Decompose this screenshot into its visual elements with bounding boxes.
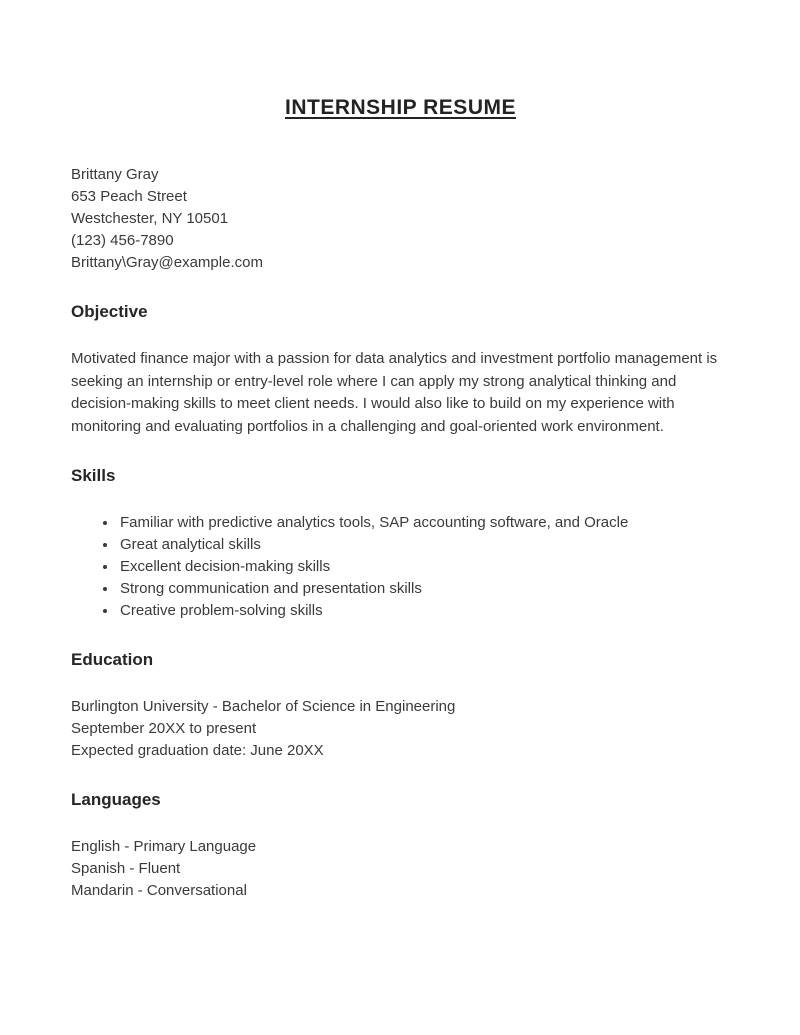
education-block — [71, 696, 730, 762]
objective-heading: Objective — [71, 302, 148, 321]
skill-item: • Great analytical skills — [118, 534, 730, 556]
objective-paragraph: Motivated finance major with a passion for data analytics and investment portfolio management is seeking an internship or entry-level role where I can apply my strong analytical thinking and decision-making skills to meet client needs. I would also like to build on my experience with monitoring and evaluating portfolios in a challenging and goal-oriented work environment. — [71, 350, 718, 435]
contact-block — [71, 164, 730, 274]
education-line: September 20XX to present — [71, 720, 257, 737]
language-line: Mandarin - Conversational — [71, 882, 247, 899]
contact-city-state-zip: Westchester, NY 10501 — [71, 210, 229, 227]
languages-block — [71, 836, 730, 902]
skill-item: • Excellent decision-making skills — [118, 556, 730, 578]
languages-heading: Languages — [71, 790, 161, 809]
document-title-text: INTERNSHIP RESUME — [285, 96, 516, 119]
skills-heading: Skills — [71, 466, 116, 485]
skills-list — [71, 512, 730, 622]
contact-name: Brittany Gray — [71, 166, 159, 183]
education-line: Expected graduation date: June 20XX — [71, 742, 324, 759]
contact-phone: (123) 456-7890 — [71, 232, 174, 249]
document-title — [71, 96, 730, 120]
language-line: Spanish - Fluent — [71, 860, 181, 877]
education-heading: Education — [71, 650, 154, 669]
skill-item: • Familiar with predictive analytics tools, SAP accounting software, and Oracle — [118, 512, 730, 534]
education-line: Burlington University - Bachelor of Science in Engineering — [71, 698, 456, 715]
contact-email: Brittany\Gray@example.com — [71, 254, 263, 271]
contact-street: 653 Peach Street — [71, 188, 187, 205]
language-line: English - Primary Language — [71, 838, 257, 855]
skill-item: • Strong communication and presentation skills — [118, 578, 730, 600]
skill-item: • Creative problem-solving skills — [118, 600, 730, 622]
